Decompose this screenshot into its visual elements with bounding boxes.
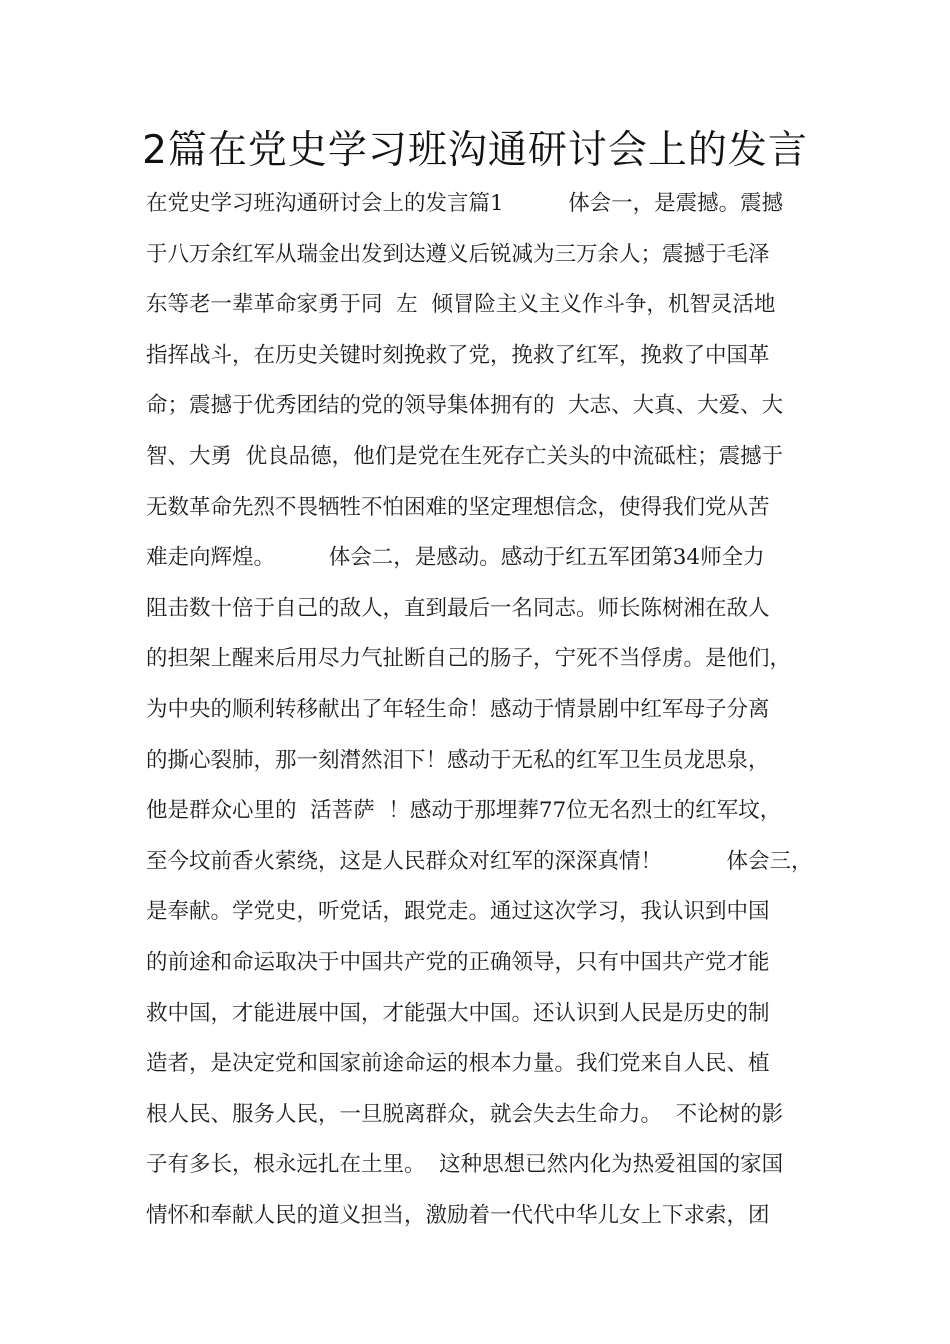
body-line: 为中央的顺利转移献出了年轻生命！感动于情景剧中红军母子分离: [146, 696, 770, 722]
body-line: 情怀和奉献人民的道义担当，激励着一代代中华儿女上下求索，团: [146, 1202, 770, 1228]
body-line: 他是群众心里的 活菩萨 ！感动于那埋葬77位无名烈士的红军坟，: [146, 798, 782, 824]
document-body: [146, 179, 836, 1241]
body-line: 阻击数十倍于自己的敌人，直到最后一名同志。师长陈树湘在敌人: [146, 595, 770, 621]
body-line: 的担架上醒来后用尽力气扯断自己的肠子，宁死不当俘虏。是他们，: [146, 646, 792, 672]
body-line: 难走向辉煌。 体会二，是感动。感动于红五军团第34师全力: [146, 545, 765, 571]
body-line: 造者，是决定党和国家前途命运的根本力量。我们党来自人民、植: [146, 1051, 770, 1077]
body-line: 的撕心裂肺，那一刻潸然泪下！感动于无私的红军卫生员龙思泉，: [146, 747, 770, 773]
body-line: 根人民、服务人民，一旦脱离群众，就会失去生命力。 不论树的影: [146, 1101, 784, 1127]
body-line: 的前途和命运取决于中国共产党的正确领导，只有中国共产党才能: [146, 949, 770, 975]
body-line: 命；震撼于优秀团结的党的领导集体拥有的 大志、大真、大爱、大: [146, 393, 784, 419]
body-line: 子有多长，根永远扎在土里。 这种思想已然内化为热爱祖国的家国: [146, 1152, 784, 1178]
body-line: 救中国，才能进展中国，才能强大中国。还认识到人民是历史的制: [146, 1000, 770, 1026]
document-title: 2篇在党史学习班沟通研讨会上的发言: [142, 128, 808, 173]
body-line: 至今坟前香火萦绕，这是人民群众对红军的深深真情！ 体会三，: [146, 848, 813, 874]
body-line: 智、大勇 优良品德，他们是党在生死存亡关头的中流砥柱；震撼于: [146, 443, 784, 469]
body-line: 于八万余红军从瑞金出发到达遵义后锐减为三万余人；震撼于毛泽: [146, 241, 770, 267]
body-line: 指挥战斗，在历史关键时刻挽救了党，挽救了红军，挽救了中国革: [146, 342, 770, 368]
body-line: 东等老一辈革命家勇于同 左 倾冒险主义主义作斗争，机智灵活地: [146, 292, 776, 318]
body-line: 是奉献。学党史，听党话，跟党走。通过这次学习，我认识到中国: [146, 899, 770, 925]
body-line: 无数革命先烈不畏牺牲不怕困难的坚定理想信念，使得我们党从苦: [146, 494, 770, 520]
body-line: 在党史学习班沟通研讨会上的发言篇1 体会一，是震撼。震撼: [146, 191, 784, 216]
